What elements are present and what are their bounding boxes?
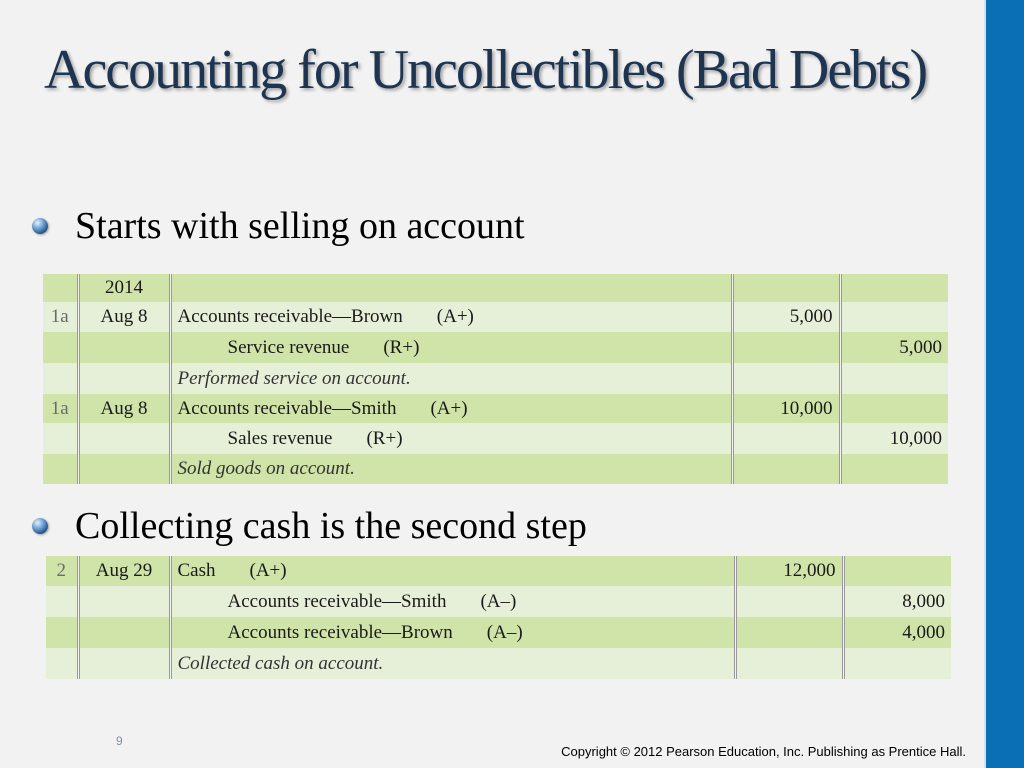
table-row bbox=[46, 556, 951, 586]
copyright-notice: Copyright © 2012 Pearson Education, Inc. Publishing as Prentice Hall. bbox=[561, 744, 966, 759]
table-row bbox=[43, 363, 948, 394]
bullet-sphere-icon bbox=[32, 518, 48, 534]
entry-note: Performed service on account. bbox=[170, 363, 732, 394]
credit-amount: 8,000 bbox=[843, 586, 951, 617]
credit-account-cell bbox=[170, 617, 735, 648]
table-row bbox=[43, 302, 948, 332]
ref-cell: 2 bbox=[46, 556, 78, 586]
date-cell: Aug 29 bbox=[78, 556, 170, 586]
debit-account-cell bbox=[170, 394, 732, 423]
debit-tag: (A+) bbox=[436, 306, 474, 327]
credit-tag: (A–) bbox=[480, 590, 517, 612]
credit-amount: 4,000 bbox=[843, 617, 951, 648]
slide-number: 9 bbox=[116, 734, 123, 748]
ref-cell: 1a bbox=[43, 302, 78, 332]
table-row bbox=[43, 274, 948, 302]
bullet-1 bbox=[32, 204, 525, 248]
table-row bbox=[43, 332, 948, 363]
credit-account: Sales revenue bbox=[227, 427, 333, 449]
credit-amount: 10,000 bbox=[840, 423, 948, 454]
credit-account-cell bbox=[170, 423, 732, 454]
journal-table-collection bbox=[46, 556, 951, 679]
credit-account-cell bbox=[170, 586, 735, 617]
table-row bbox=[46, 586, 951, 617]
debit-tag: (A+) bbox=[430, 397, 468, 419]
bullet-2 bbox=[32, 504, 587, 548]
ref-cell: 1a bbox=[43, 394, 78, 423]
credit-account: Accounts receivable—Brown bbox=[227, 621, 453, 643]
credit-tag: (R+) bbox=[383, 336, 420, 358]
slide-title: Accounting for Uncollectibles (Bad Debts) bbox=[44, 39, 927, 101]
bullet-sphere-icon bbox=[32, 218, 48, 234]
journal-table-sales bbox=[43, 274, 948, 484]
table-row bbox=[43, 423, 948, 454]
credit-account-cell bbox=[170, 332, 732, 363]
bullet-2-text: Collecting cash is the second step bbox=[75, 505, 587, 547]
table-row bbox=[46, 648, 951, 679]
credit-account: Accounts receivable—Smith bbox=[227, 590, 447, 612]
debit-account: Accounts receivable—Brown bbox=[177, 306, 403, 327]
debit-account: Cash bbox=[177, 560, 216, 581]
right-accent-bar bbox=[984, 0, 1024, 768]
date-cell: Aug 8 bbox=[78, 394, 170, 423]
year-cell: 2014 bbox=[78, 274, 170, 302]
debit-account-cell bbox=[170, 556, 735, 586]
table-row bbox=[43, 394, 948, 423]
credit-account: Service revenue bbox=[227, 336, 350, 358]
table-row bbox=[46, 617, 951, 648]
date-cell: Aug 8 bbox=[78, 302, 170, 332]
debit-tag: (A+) bbox=[249, 560, 287, 581]
entry-note: Collected cash on account. bbox=[170, 648, 735, 679]
debit-amount: 12,000 bbox=[735, 556, 843, 586]
bullet-1-text: Starts with selling on account bbox=[75, 205, 525, 247]
debit-account: Accounts receivable—Smith bbox=[177, 397, 397, 419]
credit-amount: 5,000 bbox=[840, 332, 948, 363]
credit-tag: (A–) bbox=[486, 621, 523, 643]
table-row bbox=[43, 454, 948, 484]
debit-amount: 5,000 bbox=[732, 302, 840, 332]
entry-note: Sold goods on account. bbox=[170, 454, 732, 484]
credit-tag: (R+) bbox=[366, 427, 403, 449]
debit-amount: 10,000 bbox=[732, 394, 840, 423]
debit-account-cell bbox=[170, 302, 732, 332]
